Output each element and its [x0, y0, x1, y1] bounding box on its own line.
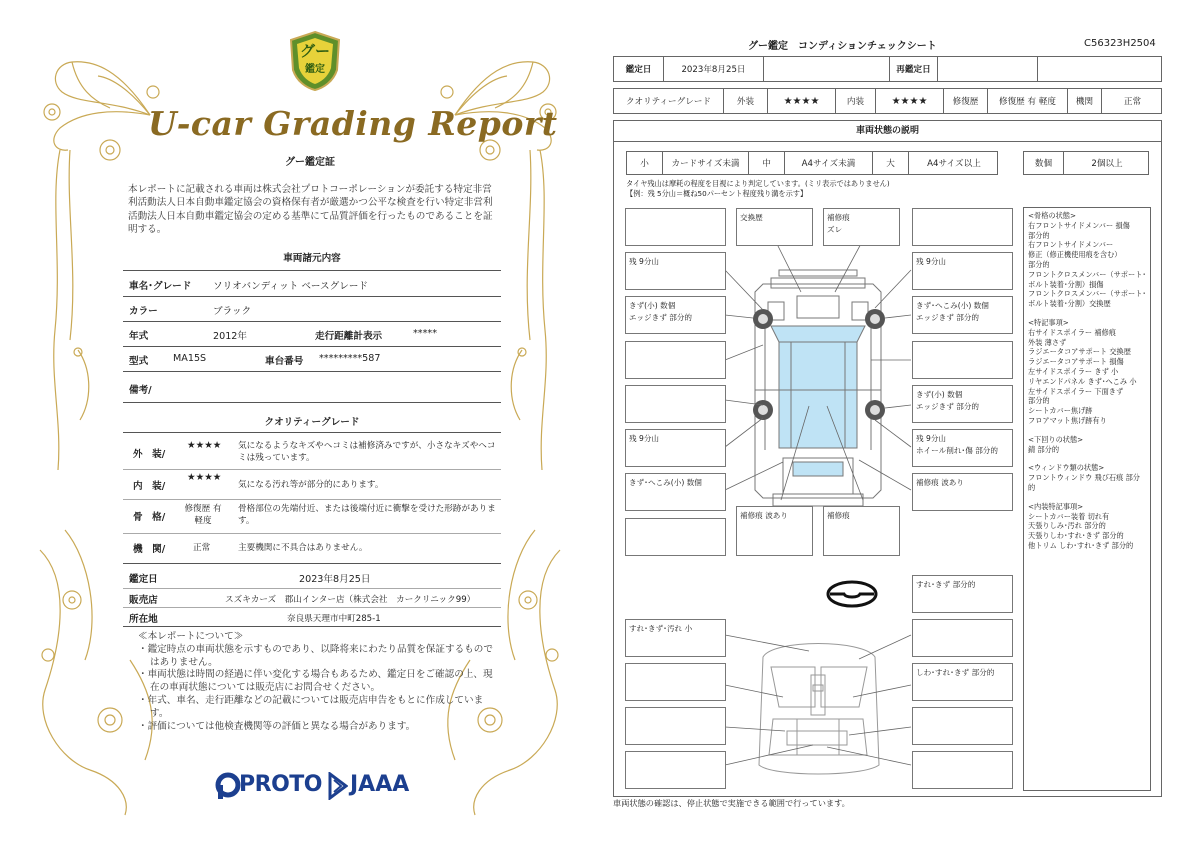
- damage-box: [625, 385, 726, 423]
- proto-mark-icon: [215, 772, 241, 800]
- quality-row-exterior: [123, 440, 501, 470]
- tire-note-example: 【例：残 5分山＝概ね50パーセント程度残り溝を示す】: [626, 189, 808, 198]
- size-medium-desc: A4サイズ未満: [785, 152, 873, 174]
- damage-box-rear-left: 補修痕 波あり: [736, 506, 813, 556]
- size-legend: [626, 151, 998, 175]
- steering-box: すれ･きず 部分的: [912, 575, 1013, 613]
- exterior-stars: ★★★★: [187, 440, 222, 451]
- name-value: ソリオバンディット ベースグレード: [213, 281, 369, 292]
- note-item: ・年式、車名、走行距離などの記載については販売店申告をもとに作成しています。: [138, 694, 484, 719]
- condition-title: 車両状態の説明: [613, 120, 1162, 142]
- divider: [123, 270, 501, 271]
- proto-logo: [215, 770, 325, 802]
- count-legend: [1023, 151, 1149, 175]
- exterior-description: 気になるようなキズやヘコミは補修済みですが、小さなキズやヘコミは残っています。: [238, 441, 496, 463]
- appraisal-date-value: 2023年8月25日: [664, 57, 764, 81]
- dealer-value: スズキカーズ 郡山インター店（株式会社 カークリニック99）: [225, 595, 476, 605]
- reappraisal-date-label: 再鑑定日: [890, 57, 938, 81]
- notes-title: ≪本レポートについて≫: [138, 631, 244, 642]
- damage-box-right-front: きず･へこみ(小) 数個 エッジきず 部分的: [912, 296, 1013, 334]
- frame-value: 修復歴 有 軽度: [184, 504, 222, 526]
- year-label: 年式: [129, 331, 149, 342]
- frame-status-group: <骨格の状態> 右フロントサイドメンバー 損傷 部分的 右フロントサイドメンバー 修正（修正機使用痕を含む） 部分的 フロントクロスメンバー（サポート･ボルト装着･分割）損傷 フロントクロスメンバー（サポート･ボルト装着･分割）交換歴: [1028, 211, 1146, 309]
- interior-box: [625, 663, 726, 701]
- address-label: 所在地: [129, 614, 158, 625]
- appraisal-date-label: 鑑定日: [129, 574, 158, 585]
- remarks-label: 備考/: [129, 385, 152, 396]
- note-item: ・評価については他検査機関等の評価と異なる場合があります。: [138, 720, 416, 732]
- repair-history-label: 修復歴: [944, 89, 988, 113]
- interior-box: [625, 751, 726, 789]
- damage-box: [625, 208, 726, 246]
- damage-box: [625, 341, 726, 379]
- interior-box-front-left: すれ･きず･汚れ 小: [625, 619, 726, 657]
- jaaa-logo: [328, 770, 408, 802]
- damage-box-left-rear: きず･へこみ(小) 数個: [625, 473, 726, 511]
- condition-notes-panel: [1023, 207, 1151, 791]
- divider: [123, 296, 501, 297]
- sheet-footer-note: 車両状態の確認は、停止状態で実施できる範囲で行っています。: [613, 798, 850, 808]
- interior-stars: ★★★★: [876, 89, 944, 113]
- quality-grade-label: クオリティーグレード: [614, 89, 724, 113]
- certificate-statement: 本レポートに記載される車両は株式会社プロトコーポレーションが委託する特定非営利活動法人日本自動車鑑定協会の資格保有者が厳選かつ公平な検査を行い特定非営利活動法人日本自動車鑑定協会の定める基準にて品質評価を行ったものであることを証明する。: [128, 184, 493, 236]
- blank-cell: [1038, 57, 1163, 81]
- spec-section-title: 車両諸元内容: [283, 253, 341, 264]
- tire-box-rear-left: 残 9分山: [625, 429, 726, 467]
- jaaa-logo-text: JAAA: [350, 772, 410, 797]
- sheet-document-id: C56323H2504: [1084, 38, 1156, 49]
- interior-box: [912, 619, 1013, 657]
- interior-box: [912, 751, 1013, 789]
- divider: [123, 371, 501, 372]
- tire-note: タイヤ残山は摩耗の程度を目視により判定しています。(ミリ表示ではありません): [626, 179, 890, 188]
- divider: [123, 563, 501, 564]
- divider: [123, 588, 501, 589]
- certificate-title: グー鑑定証: [285, 157, 335, 168]
- exterior-label: 外装: [724, 89, 768, 113]
- address-value: 奈良県天理市中町285-1: [287, 614, 381, 624]
- name-label: 車名･グレード: [129, 281, 192, 292]
- color-label: カラー: [129, 306, 158, 317]
- damage-box-rear-right: 補修痕: [823, 506, 900, 556]
- blank-cell: [764, 57, 890, 81]
- reappraisal-date-value: [938, 57, 1038, 81]
- model-label: 型式: [129, 356, 149, 367]
- damage-box: [912, 341, 1013, 379]
- appraisal-date-value: 2023年8月25日: [299, 574, 371, 585]
- damage-box: [625, 518, 726, 556]
- date-row: [613, 56, 1162, 82]
- size-small-label: 小: [627, 152, 663, 174]
- engine-description: 主要機関に不具合はありません。: [238, 543, 368, 553]
- color-value: ブラック: [213, 306, 252, 317]
- exterior-label: 外 装/: [133, 449, 166, 460]
- engine-value: 正常: [193, 543, 211, 553]
- divider: [123, 346, 501, 347]
- interior-notes-group: <内装特記事項> シートカバー装着 切れ有 天張りしみ･汚れ 部分的 天張りしわ･すれ･きず 部分的 他トリム しわ･すれ･きず 部分的: [1028, 501, 1134, 550]
- frame-description: 骨格部位の先端付近、または後端付近に衝撃を受けた形跡があります。: [238, 504, 496, 526]
- year-value: 2012年: [213, 331, 248, 342]
- divider: [123, 499, 501, 500]
- size-small-desc: カードサイズ未満: [663, 152, 749, 174]
- damage-box-right-mid: きず(小) 数個 エッジきず 部分的: [912, 385, 1013, 423]
- quality-grade-row: [613, 88, 1162, 114]
- divider: [123, 533, 501, 534]
- underbody-status-group: <下回りの状態> 錆 部分的: [1028, 434, 1084, 454]
- interior-box-front-right: しわ･すれ･きず 部分的: [912, 663, 1013, 701]
- engine-label: 機関: [1068, 89, 1102, 113]
- special-notes-group: <特記事項> 右サイドスポイラー 補修痕 外装 薄さず ラジエータコアサポート 交換歴 ラジエータコアサポート 損傷 左サイドスポイラー きず 小 リヤエンドパネル きず･へこみ 小 左サイドスポイラー 下面きず 部分的 シートカバー焦げ跡 フロアマット焦げ跡有り: [1028, 317, 1137, 425]
- damage-box-right-rear: 補修痕 波あり: [912, 473, 1013, 511]
- quality-row-interior: [123, 472, 501, 498]
- report-title: U-car Grading Report: [148, 104, 558, 143]
- tire-box-front-right: 残 9分山: [912, 252, 1013, 290]
- jaaa-mark-icon: [328, 772, 348, 800]
- badge-text-kantei: 鑑定: [305, 64, 325, 75]
- divider: [123, 432, 501, 433]
- tire-box-front-left: 残 9分山: [625, 252, 726, 290]
- exterior-stars: ★★★★: [768, 89, 836, 113]
- sheet-title: グー鑑定 コンディションチェックシート: [748, 41, 937, 52]
- quality-section-title: クオリティーグレード: [264, 417, 360, 428]
- badge-text-goo: グー: [299, 42, 330, 60]
- interior-box: [912, 707, 1013, 745]
- proto-logo-text: PROTO: [239, 772, 322, 797]
- interior-label: 内装: [836, 89, 876, 113]
- note-item: ・鑑定時点の車両状態を示すものであり、以降将来にわたり品質を保証するものではありません。: [138, 643, 493, 668]
- chassis-value: *********587: [319, 353, 381, 364]
- divider: [123, 402, 501, 403]
- interior-description: 気になる汚れ等が部分的にあります。: [238, 480, 384, 490]
- size-large-desc: A4サイズ以上: [927, 159, 981, 169]
- steering-wheel-icon: [826, 580, 878, 608]
- frame-label: 骨 格/: [133, 512, 166, 523]
- divider: [123, 321, 501, 322]
- mileage-value: *****: [413, 328, 437, 339]
- damage-box-front-left: 交換歴: [736, 208, 813, 246]
- model-value: MA15S: [173, 353, 207, 364]
- chassis-label: 車台番号: [265, 356, 304, 367]
- mileage-label: 走行距離計表示: [315, 331, 383, 342]
- interior-stars: ★★★★: [187, 472, 222, 483]
- tire-box-rear-right: 残 9分山 ホイール削れ･傷 部分的: [912, 429, 1013, 467]
- dealer-label: 販売店: [129, 595, 158, 606]
- engine-label: 機 関/: [133, 544, 166, 555]
- count-label: 数個: [1024, 152, 1064, 174]
- size-large-label: 大: [873, 152, 909, 174]
- damage-box-left-front: きず(小) 数個 エッジきず 部分的: [625, 296, 726, 334]
- damage-box-front-right: 補修痕 ズレ: [823, 208, 900, 246]
- repair-history-value: 修復歴 有 軽度: [988, 89, 1068, 113]
- damage-box: [912, 208, 1013, 246]
- appraisal-date-label: 鑑定日: [614, 57, 664, 81]
- note-item: ・車両状態は時間の経過に伴い変化する場合もあるため、鑑定日をご確認の上、現在の車両状態については販売店にお問合せください。: [138, 669, 493, 694]
- interior-label: 内 装/: [133, 481, 166, 492]
- divider: [123, 626, 501, 627]
- divider: [123, 607, 501, 608]
- engine-value: 正常: [1123, 97, 1142, 107]
- window-status-group: <ウィンドウ類の状態> フロントウィンドウ 飛び石痕 部分的: [1028, 463, 1140, 492]
- size-medium-label: 中: [749, 152, 785, 174]
- interior-box: [625, 707, 726, 745]
- quality-row-frame: [123, 503, 501, 531]
- divider: [123, 469, 501, 470]
- report-notes: [138, 631, 498, 733]
- count-value: 2個以上: [1091, 159, 1123, 169]
